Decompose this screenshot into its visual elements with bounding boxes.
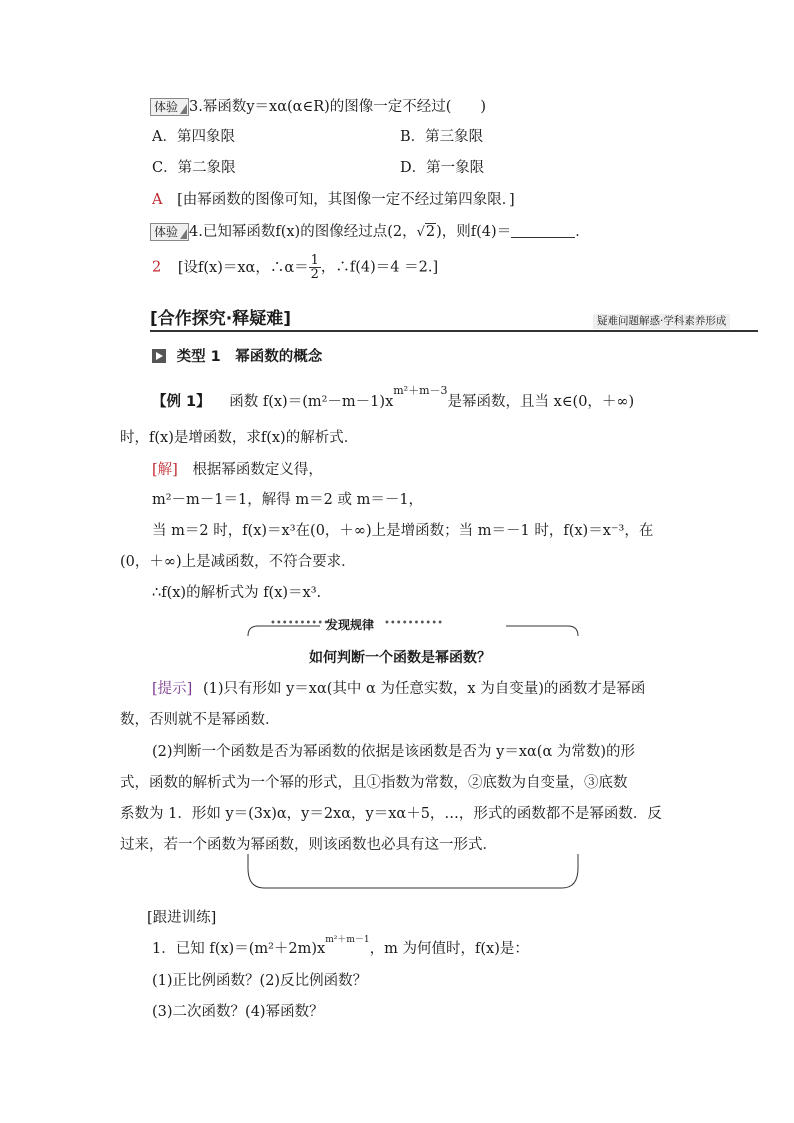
solution-line1 [152,462,323,479]
exp4-answer [152,254,438,281]
example1-func-post: 是幂函数，且当 x∈(0，＋∞) [447,393,635,410]
exp3-tag: 体验 [150,98,189,116]
exp3-question: 3.幂函数y＝xα(α∈R)的图像一定不经过( ) [189,99,487,115]
type1-label: 类型 1 幂函数的概念 [176,349,323,365]
solution-line5: ∴f(x)的解析式为 f(x)＝x³. [152,585,322,601]
section-right-label: 疑难问题解惑·学科素养形成 [593,314,730,329]
rule-p2c: 系数为 1．形如 y＝(3x)α，y＝2xα，y＝xα＋5，…，形式的函数都不是幂函数．反 [120,806,662,822]
rule-p1a: (1)只有形如 y＝xα(其中 α 为任意实数，x 为自变量)的函数才是幂函 [202,681,646,697]
practice-q1-pre: 1．已知 f(x)＝(m²＋2m)x [152,940,326,957]
exp4-question-end: ． [575,224,590,240]
practice-q1-line2: (1)正比例函数？(2)反比例函数？ [152,973,368,989]
rule-p1-line1 [152,681,645,698]
rule-dots-right: •••••••••• [384,618,443,629]
exp4-question-pre: 4.已知幂函数f(x)的图像经过点(2， [189,224,417,240]
practice-q1-post: ，m 为何值时，f(x)是： [369,940,529,957]
exp3-answer-letter: A [152,192,163,208]
rule-p2b: 式，函数的解析式为一个幂的形式，且①指数为常数，②底数为自变量，③底数 [120,775,628,791]
solution-tag: [解] [152,462,178,478]
hint-tag: [提示] [152,681,193,697]
rule-p1b: 数，否则就不是幂函数． [120,712,280,728]
example1-label: 【例 1】 [152,393,211,410]
exp4-answer-pre: [设f(x)＝xα，∴α＝ [177,259,309,276]
exp4-question-line: 体验 4.已知幂函数f(x)的图像经过点(2，√2)，则f(4)＝ ． [150,223,590,241]
exp4-fraction: $\frac{1}{2}$ [310,253,319,282]
rule-box-question: 如何判断一个函数是幂函数？ [309,650,491,666]
section-rule [150,330,758,332]
exp3-answer-text: [由幂函数的图像可知，其图像一定不经过第四象限．] [177,192,515,208]
exp4-answer-post: ，∴f(4)＝4 ＝2.] [320,259,439,276]
play-triangle-icon [152,349,166,363]
example1-line2: 时，f(x)是增函数，求f(x)的解析式． [120,430,359,446]
practice-label: [跟进训练] [147,910,217,926]
practice-q1-line3: (3)二次函数？(4)幂函数？ [152,1004,324,1020]
exp3-option-b: B．第三象限 [400,129,484,145]
exp3-answer [152,192,515,209]
rule-dots-left: •••••••••• [270,618,329,629]
practice-q1-line1 [152,935,529,958]
solution-line2: m²－m－1＝1，解得 m＝2 或 m＝－1， [152,492,424,508]
exp3-option-c: C．第二象限 [152,160,236,176]
section-title: [合作探究·释疑难] [150,309,291,329]
solution-line3: 当 m＝2 时，f(x)＝x³在(0，＋∞)上是增函数；当 m＝－1 时，f(x)＝x⁻³，在 [152,523,654,539]
exp4-answer-blank [511,223,575,238]
practice-q1-exponent: m²＋m－1 [325,935,370,945]
example1-exponent: m²＋m－3 [393,384,448,397]
exp4-question-post: )，则f(4)＝ [436,224,512,240]
rule-p2d: 过来，若一个函数为幂函数，则该函数也必具有这一形式． [120,837,497,853]
rule-box-header: 发现规律 [326,618,375,632]
exp3-option-d: D．第一象限 [400,160,485,176]
exp4-answer-num: 2 [152,259,162,276]
exp3-option-a: A．第四象限 [152,129,235,145]
rule-p2a: (2)判断一个函数是否为幂函数的依据是该函数是否为 y＝xα(α 为常数)的形 [152,744,636,760]
exp3-question-line [150,98,486,116]
exp4-tag: 体验 [150,223,189,241]
type1-heading [152,349,322,366]
exp4-sqrt-value: 2 [425,224,436,240]
example1-line1 [152,384,635,411]
solution-text1: 根据幂函数定义得， [192,462,323,478]
example1-func-pre: 函数 f(x)＝(m²－m－1)x [229,393,394,410]
solution-line4: (0，＋∞)上是减函数，不符合要求． [120,554,356,570]
